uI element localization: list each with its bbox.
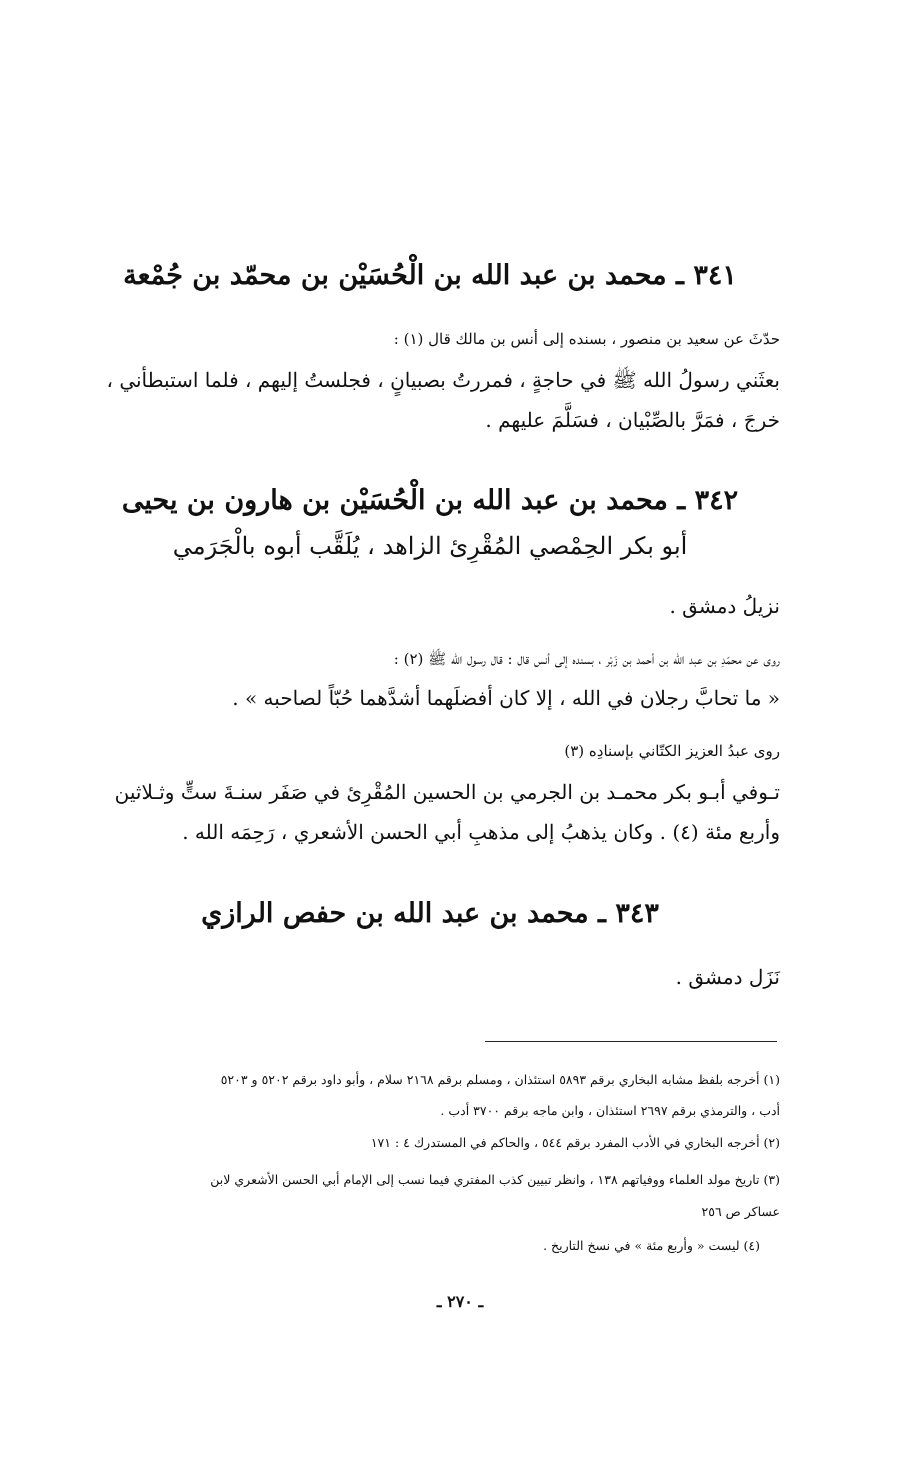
entry-342-line-6: وأربع مئة (٤) . وكان يذهبُ إلى مذهبِ أبي الحسن الأشعري ، رَحِمَه الله . [182,820,780,844]
footnote-4: (٤) ليست « وأربع مئة » في نسخ التاريخ . [543,1238,760,1253]
entry-341-line-2: بعثَني رسولُ الله ﷺ في حاجةٍ ، فمررتُ بصبيانٍ ، فجلستُ إليهم ، فلما استبطأني ، [106,368,780,392]
entry-343-heading: ٣٤٣ ـ محمد بن عبد الله بن حفص الرازي [201,898,659,929]
entry-342-line-1: نزيلُ دمشق . [669,594,780,618]
footnote-3-line-1: (٣) تاريخ مولد العلماء ووفياتهم ١٣٨ ، وانظر تبيين كذب المفتري فيما نسب إلى الإمام أبي الحسن الأشعري لابن [210,1172,780,1187]
footnote-2: (٢) أخرجه البخاري في الأدب المفرد برقم ٥٤٤ ، والحاكم في المستدرك ٤ : ١٧١ [370,1135,780,1150]
footnote-3-line-2: عساكر ص ٢٥٦ [701,1204,780,1219]
entry-342-line-5: تـوفي أبـو بكر محمـد بن الجرمي بن الحسين المُقْرِئ في صَفَر سنـةَ ستٍّ وثـلاثين [114,780,780,804]
footnote-1-line-2: أدب ، والترمذي برقم ٢٦٩٧ استئذان ، وابن ماجه برقم ٣٧٠٠ أدب . [440,1103,780,1118]
entry-343-line-1: نَزَل دمشق . [675,965,780,989]
page-number: ـ ٢٧٠ ـ [436,1292,484,1311]
footnote-separator [485,1041,777,1042]
entry-342-line-4: روى عبدُ العزيز الكتّاني بإسنادِه (٣) [564,742,780,760]
entry-342-line-3: « ما تحابَّ رجلان في الله ، إلا كان أفضلَهما أشدَّهما حُبّاً لصاحبه » . [232,686,780,710]
entry-341-line-3: خرجَ ، فمَرَّ بالصِّبْيان ، فسَلَّمَ عليهم . [485,408,780,432]
entry-341-line-1: حدّثَ عن سعيد بن منصور ، بسنده إلى أنس بن مالك قال (١) : [393,330,780,348]
entry-342-subheading: أبو بكر الحِمْصي المُقْرِئ الزاهد ، يُلَقَّب أبوه بالْجَرَمي [172,532,688,560]
entry-342-heading: ٣٤٢ ـ محمد بن عبد الله بن الْحُسَيْن بن هارون بن يحيى [121,485,739,516]
footnote-1-line-1: (١) أخرجه بلفظ مشابه البخاري برقم ٥٨٩٣ استئذان ، ومسلم برقم ٢١٦٨ سلام ، وأبو داود برقم ٥٢٠٢ و ٥٢٠٣ [220,1072,780,1087]
entry-342-line-2: روى عن محمّدِ بن عبد الله بن أحمد بن زَبْر ، بسنده إلى أنس قال : قال رسول الله ﷺ (٢) : [393,650,780,668]
entry-341-heading: ٣٤١ ـ محمد بن عبد الله بن الْحُسَيْن بن محمّد بن جُمْعة [123,260,737,291]
